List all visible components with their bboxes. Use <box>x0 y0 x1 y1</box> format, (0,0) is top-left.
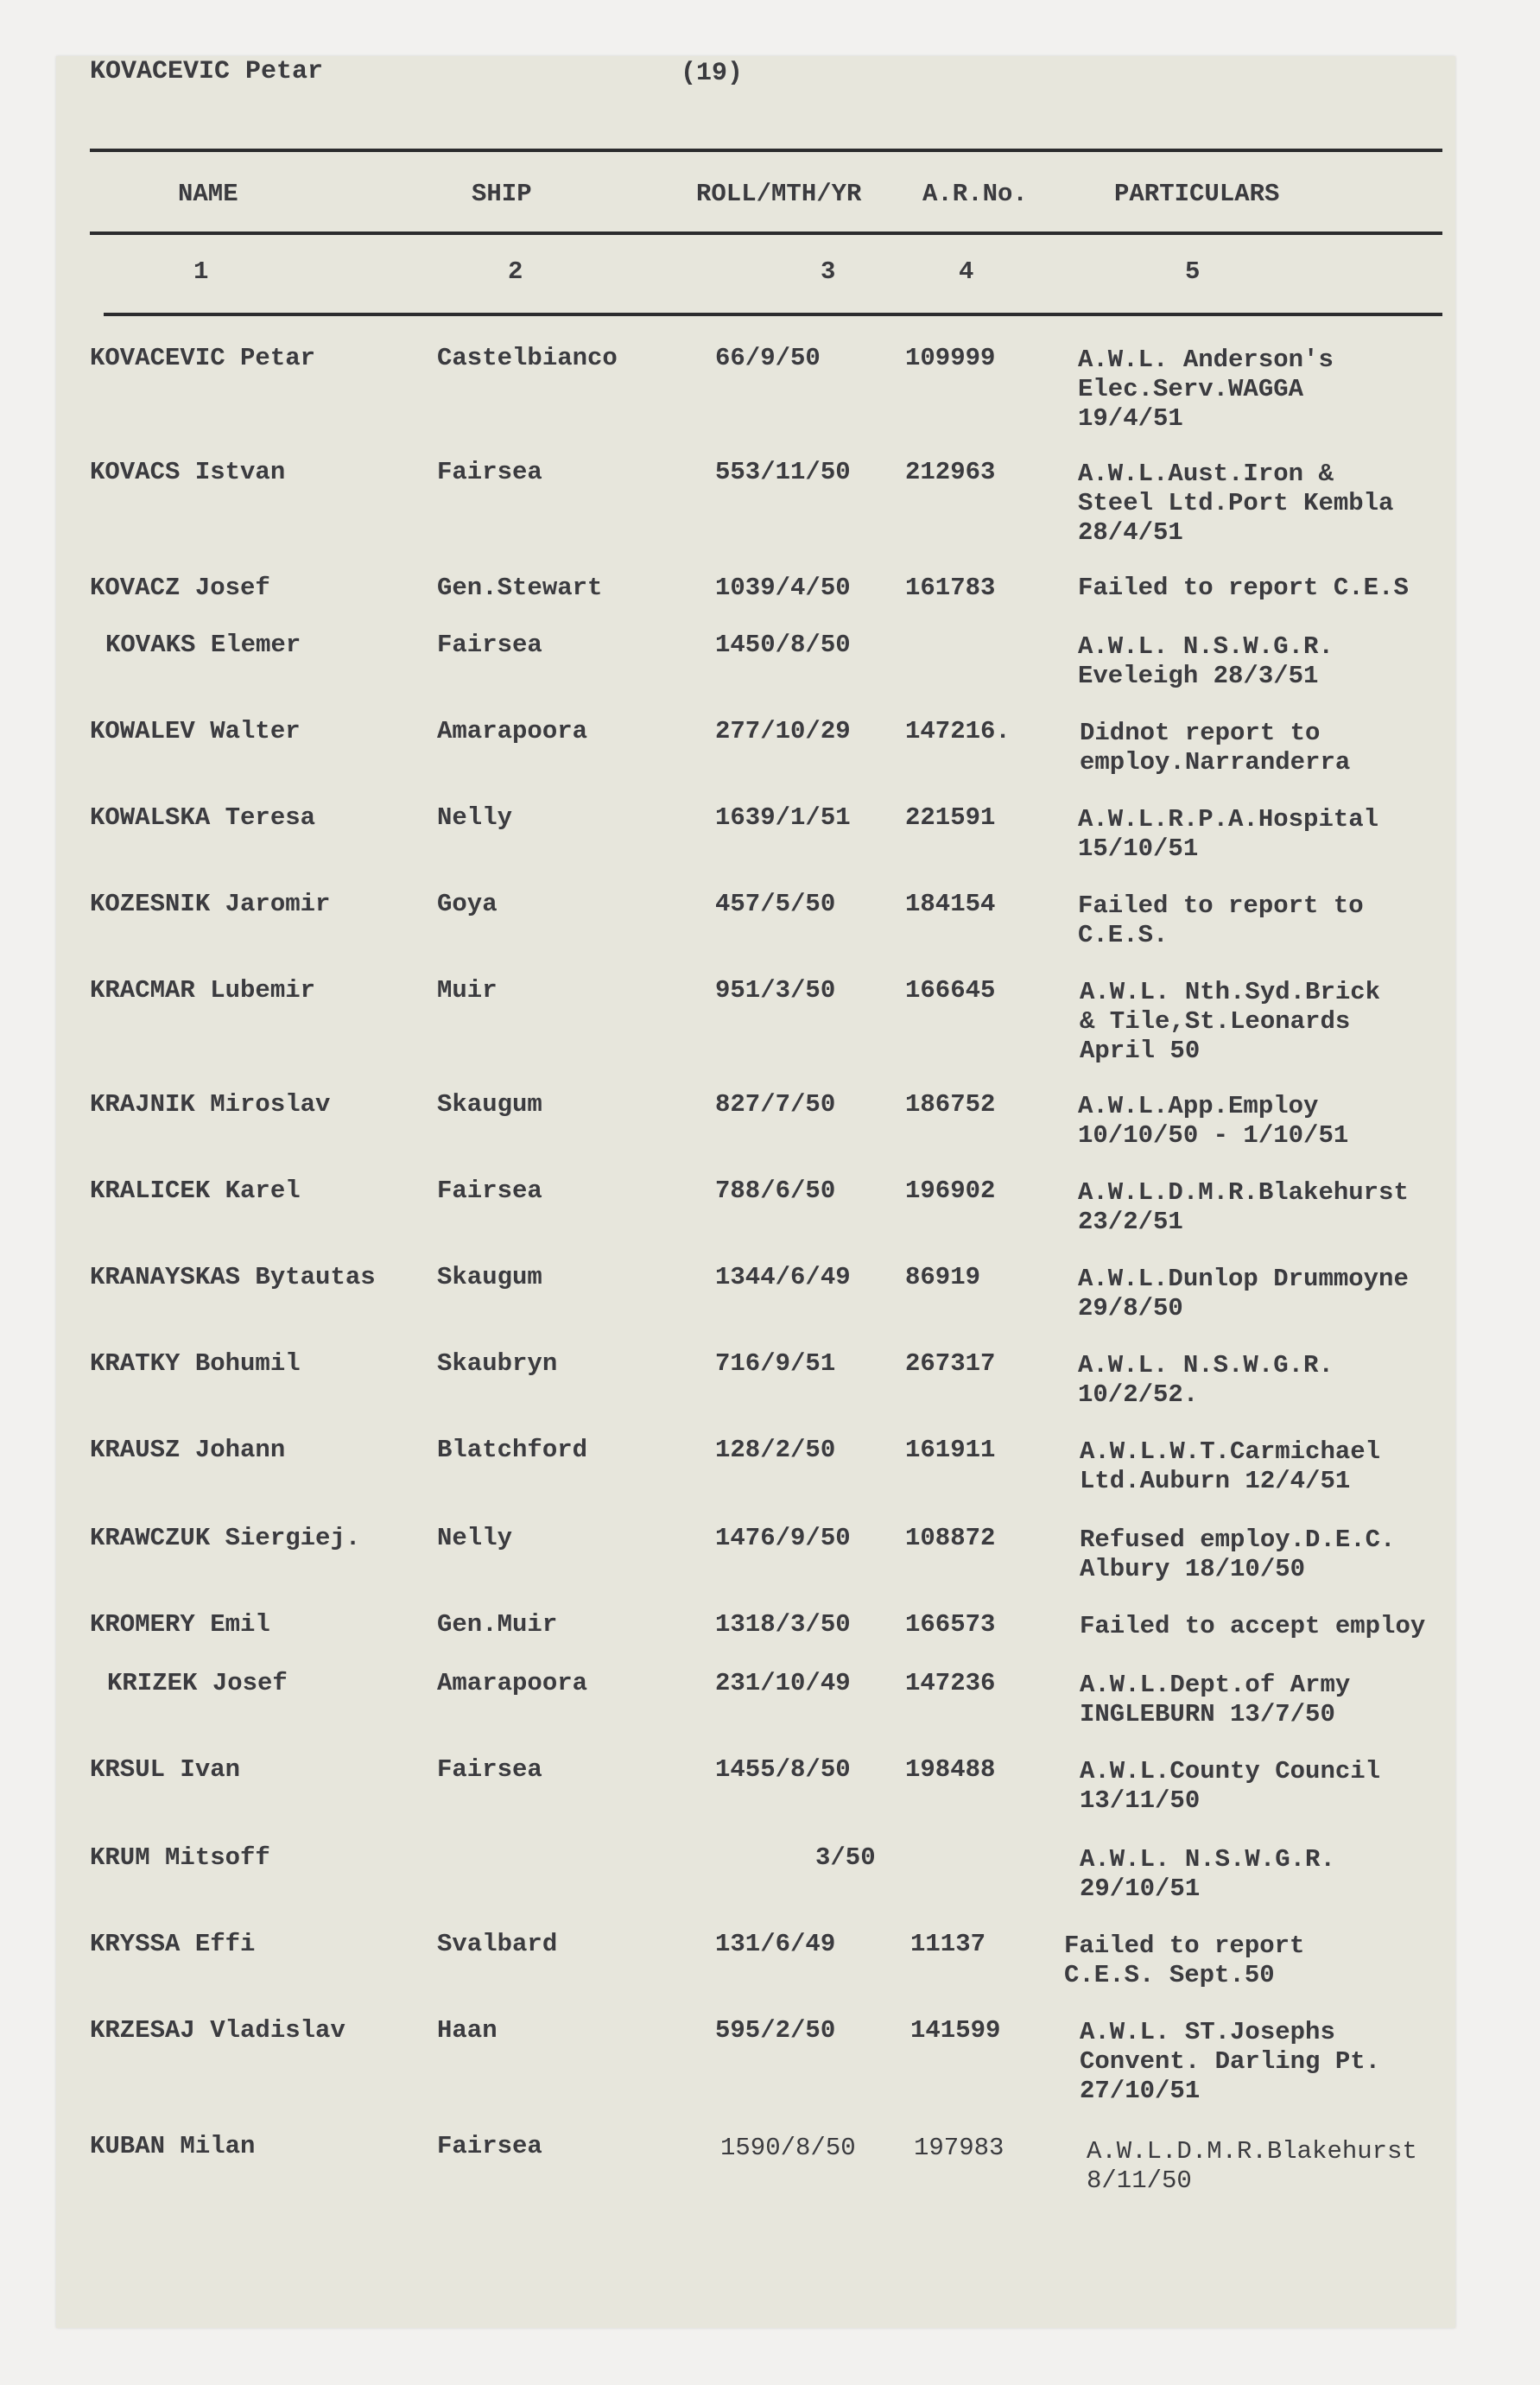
page-title: KOVACEVIC Petar <box>90 57 324 86</box>
record-name: KRATKY Bohumil <box>90 1349 301 1378</box>
record-roll: 231/10/49 <box>715 1669 851 1697</box>
record-name: KOVACEVIC Petar <box>90 344 316 372</box>
column-number-4: 4 <box>959 257 974 286</box>
record-ar-no: 11137 <box>910 1930 986 1958</box>
record-ship: Nelly <box>437 803 513 832</box>
record-particulars: Failed to report C.E.S <box>1078 574 1409 602</box>
record-ar-no: 108872 <box>905 1524 996 1552</box>
record-roll: 1639/1/51 <box>715 803 851 832</box>
record-ar-no: 221591 <box>905 803 996 832</box>
record-particulars: Failed to accept employ <box>1080 1612 1426 1640</box>
record-name: KRALICEK Karel <box>90 1177 301 1205</box>
record-name: KOZESNIK Jaromir <box>90 890 331 918</box>
record-ar-no: 197983 <box>914 2134 1004 2162</box>
record-particulars: A.W.L.D.M.R.Blakehurst 8/11/50 <box>1087 2137 1417 2195</box>
record-name: KOWALSKA Teresa <box>90 803 316 832</box>
record-roll: 827/7/50 <box>715 1090 836 1119</box>
record-ship: Haan <box>437 2016 497 2045</box>
record-ship: Amarapoora <box>437 1669 588 1697</box>
record-ar-no: 212963 <box>905 458 996 486</box>
record-particulars: A.W.L.County Council 13/11/50 <box>1080 1757 1381 1815</box>
record-name: KRAJNIK Miroslav <box>90 1090 331 1119</box>
record-roll: 128/2/50 <box>715 1436 836 1464</box>
record-ship: Blatchford <box>437 1436 588 1464</box>
record-particulars: Failed to report to C.E.S. <box>1078 891 1364 949</box>
record-particulars: A.W.L.Dept.of Army INGLEBURN 13/7/50 <box>1080 1671 1351 1728</box>
record-particulars: Didnot report to employ.Narranderra <box>1080 719 1351 777</box>
record-roll: 1455/8/50 <box>715 1755 851 1784</box>
record-ship: Fairsea <box>437 1755 542 1784</box>
record-roll: 788/6/50 <box>715 1177 836 1205</box>
record-particulars: A.W.L. N.S.W.G.R. 29/10/51 <box>1080 1845 1335 1903</box>
record-ship: Castelbianco <box>437 344 618 372</box>
record-ar-no: 196902 <box>905 1177 996 1205</box>
column-header-ar-no: A.R.No. <box>922 180 1028 208</box>
record-ar-no: 86919 <box>905 1263 981 1291</box>
record-ar-no: 147216. <box>905 717 1011 745</box>
record-particulars: A.W.L. N.S.W.G.R. 10/2/52. <box>1078 1351 1334 1409</box>
record-roll: 1590/8/50 <box>720 2134 856 2162</box>
record-name: KROMERY Emil <box>90 1610 270 1639</box>
record-roll: 1450/8/50 <box>715 631 851 659</box>
record-name: KRANAYSKAS Bytautas <box>90 1263 376 1291</box>
record-ship: Skaubryn <box>437 1349 558 1378</box>
record-ship: Fairsea <box>437 458 542 486</box>
record-roll: 3/50 <box>815 1843 876 1872</box>
column-header-roll: ROLL/MTH/YR <box>696 180 862 208</box>
record-name: KOVACS Istvan <box>90 458 286 486</box>
record-ar-no: 166645 <box>905 976 996 1005</box>
column-header-name: NAME <box>178 180 238 208</box>
record-name: KRACMAR Lubemir <box>90 976 316 1005</box>
column-header-ship: SHIP <box>472 180 532 208</box>
record-name: KRUM Mitsoff <box>90 1843 270 1872</box>
record-particulars: A.W.L. Nth.Syd.Brick & Tile,St.Leonards April 50 <box>1080 978 1381 1065</box>
record-roll: 1344/6/49 <box>715 1263 851 1291</box>
record-name: KRYSSA Effi <box>90 1930 256 1958</box>
record-ship: Fairsea <box>437 631 542 659</box>
record-ship: Amarapoora <box>437 717 588 745</box>
record-ship: Gen.Muir <box>437 1610 558 1639</box>
record-name: KOVACZ Josef <box>90 574 270 602</box>
record-ship: Fairsea <box>437 1177 542 1205</box>
column-number-2: 2 <box>508 257 523 286</box>
header-rule <box>90 232 1442 235</box>
record-ship: Goya <box>437 890 497 918</box>
column-number-5: 5 <box>1185 257 1201 286</box>
record-particulars: A.W.L. Anderson's Elec.Serv.WAGGA 19/4/51 <box>1078 346 1334 433</box>
record-roll: 595/2/50 <box>715 2016 836 2045</box>
record-ship: Nelly <box>437 1524 513 1552</box>
numbers-rule <box>104 313 1442 316</box>
record-particulars: A.W.L.Aust.Iron & Steel Ltd.Port Kembla 28/4/51 <box>1078 460 1394 547</box>
record-particulars: A.W.L.W.T.Carmichael Ltd.Auburn 12/4/51 <box>1080 1437 1381 1495</box>
record-roll: 1476/9/50 <box>715 1524 851 1552</box>
record-name: KRAUSZ Johann <box>90 1436 286 1464</box>
column-number-3: 3 <box>821 257 836 286</box>
record-roll: 277/10/29 <box>715 717 851 745</box>
record-ship: Skaugum <box>437 1263 542 1291</box>
record-ship: Fairsea <box>437 2132 542 2160</box>
record-ship: Svalbard <box>437 1930 558 1958</box>
top-rule <box>90 149 1442 152</box>
record-ar-no: 161783 <box>905 574 996 602</box>
record-roll: 951/3/50 <box>715 976 836 1005</box>
record-ar-no: 161911 <box>905 1436 996 1464</box>
record-particulars: A.W.L.D.M.R.Blakehurst 23/2/51 <box>1078 1178 1409 1236</box>
record-name: KRZESAJ Vladislav <box>90 2016 345 2045</box>
record-name: KUBAN Milan <box>90 2132 256 2160</box>
record-ship: Gen.Stewart <box>437 574 603 602</box>
page-number: (19) <box>681 59 744 88</box>
column-number-1: 1 <box>193 257 209 286</box>
record-ar-no: 147236 <box>905 1669 996 1697</box>
record-particulars: A.W.L.Dunlop Drummoyne 29/8/50 <box>1078 1265 1409 1323</box>
record-name: KRSUL Ivan <box>90 1755 241 1784</box>
record-name: KOWALEV Walter <box>90 717 301 745</box>
record-particulars: A.W.L.R.P.A.Hospital 15/10/51 <box>1078 805 1379 863</box>
record-particulars: Refused employ.D.E.C. Albury 18/10/50 <box>1080 1526 1396 1583</box>
record-roll: 553/11/50 <box>715 458 851 486</box>
column-header-particulars: PARTICULARS <box>1114 180 1280 208</box>
record-roll: 716/9/51 <box>715 1349 836 1378</box>
record-roll: 131/6/49 <box>715 1930 836 1958</box>
record-ar-no: 166573 <box>905 1610 996 1639</box>
record-particulars: A.W.L. N.S.W.G.R. Eveleigh 28/3/51 <box>1078 632 1334 690</box>
record-ar-no: 141599 <box>910 2016 1001 2045</box>
record-ar-no: 184154 <box>905 890 996 918</box>
record-particulars: A.W.L.App.Employ 10/10/50 - 1/10/51 <box>1078 1092 1349 1150</box>
record-ar-no: 198488 <box>905 1755 996 1784</box>
record-ship: Skaugum <box>437 1090 542 1119</box>
record-roll: 66/9/50 <box>715 344 821 372</box>
record-ar-no: 267317 <box>905 1349 996 1378</box>
record-particulars: A.W.L. ST.Josephs Convent. Darling Pt. 27/10/51 <box>1080 2018 1381 2105</box>
record-name: KRAWCZUK Siergiej. <box>90 1524 361 1552</box>
record-particulars: Failed to report C.E.S. Sept.50 <box>1064 1931 1305 1989</box>
record-ar-no: 109999 <box>905 344 996 372</box>
record-ship: Muir <box>437 976 497 1005</box>
record-ar-no: 186752 <box>905 1090 996 1119</box>
record-name: KRIZEK Josef <box>107 1669 288 1697</box>
record-roll: 457/5/50 <box>715 890 836 918</box>
record-roll: 1039/4/50 <box>715 574 851 602</box>
record-roll: 1318/3/50 <box>715 1610 851 1639</box>
record-name: KOVAKS Elemer <box>105 631 301 659</box>
